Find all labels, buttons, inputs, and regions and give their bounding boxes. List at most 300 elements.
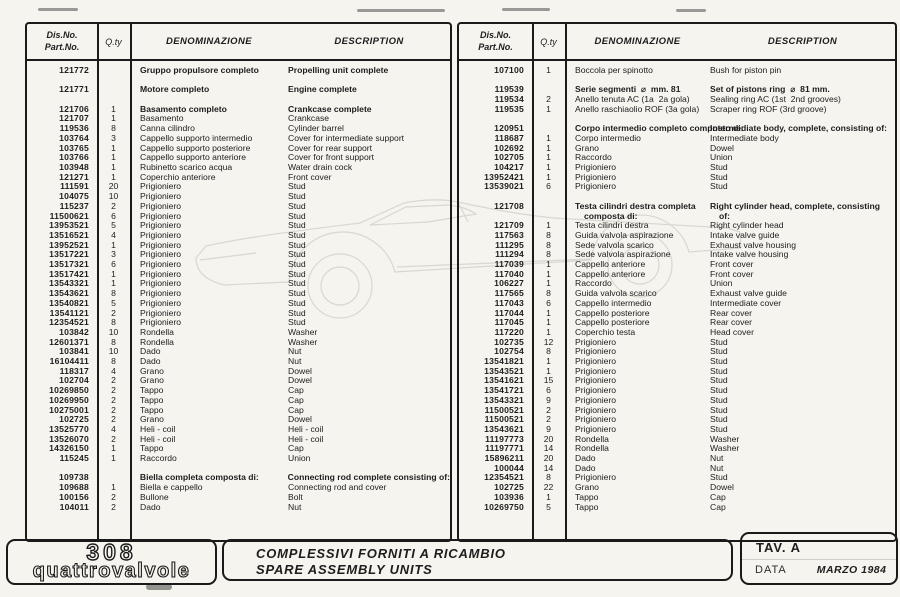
column-divider bbox=[532, 24, 534, 540]
denominazione-cell: Rondella bbox=[140, 326, 174, 337]
part-number: 12601371 bbox=[49, 336, 89, 347]
table-row bbox=[459, 396, 895, 406]
quantity: 8 bbox=[111, 317, 116, 328]
description-cell: Front cover bbox=[710, 268, 754, 279]
denominazione-cell: Prigioniero bbox=[575, 162, 617, 172]
denominazione-cell: Prigioniero bbox=[575, 181, 617, 192]
table-row bbox=[459, 444, 895, 454]
denominazione-cell: Cappello supporto posteriore bbox=[140, 142, 251, 153]
part-number: 111294 bbox=[495, 249, 524, 260]
description-cell: Intermediate cover bbox=[710, 297, 782, 308]
part-number: 10275001 bbox=[49, 404, 89, 415]
description-cell: Nut bbox=[710, 453, 724, 464]
quantity: 8 bbox=[546, 229, 551, 240]
denominazione-cell: Coperchio anteriore bbox=[140, 171, 216, 182]
part-number: 11197773 bbox=[485, 433, 524, 444]
table-row bbox=[459, 415, 895, 425]
table-row bbox=[27, 338, 450, 348]
part-number: 119539 bbox=[494, 84, 524, 95]
part-number: 103841 bbox=[59, 346, 89, 357]
table-row bbox=[459, 347, 895, 357]
part-number: 103842 bbox=[59, 326, 89, 337]
table-row bbox=[27, 493, 450, 503]
table-row bbox=[27, 406, 450, 416]
part-number: 11197771 bbox=[485, 443, 524, 454]
denominazione-cell: Rubinetto scarico acqua bbox=[140, 162, 233, 172]
plate-title-english: SPARE ASSEMBLY UNITS bbox=[256, 562, 433, 577]
part-number: 13541821 bbox=[484, 356, 524, 367]
quantity: 6 bbox=[111, 210, 116, 221]
denominazione-cell: Sede valvola scarico bbox=[575, 239, 654, 250]
tav-label: TAV. A bbox=[756, 540, 802, 555]
part-number: 118687 bbox=[494, 132, 524, 143]
table-row bbox=[459, 202, 895, 221]
description-cell: Stud bbox=[710, 336, 728, 347]
quantity: 14 bbox=[543, 443, 554, 454]
part-number: 13543621 bbox=[49, 288, 89, 299]
quantity: 1 bbox=[546, 171, 551, 182]
table-row bbox=[27, 347, 450, 357]
denominazione-cell: Dado bbox=[140, 356, 161, 367]
description-cell: Cover for front support bbox=[288, 152, 374, 163]
part-number: 13541121 bbox=[49, 307, 89, 318]
part-number: 11500521 bbox=[484, 414, 524, 425]
denominazione-cell: Anello tenuta AC (1a 2a gola) bbox=[575, 94, 690, 105]
description-cell: Right cylinder head bbox=[710, 220, 784, 231]
table-row bbox=[459, 435, 895, 445]
denominazione-cell: Gruppo propulsore completo bbox=[140, 65, 259, 75]
table-row bbox=[459, 425, 895, 435]
description-cell: Exhaust valve guide bbox=[710, 288, 787, 299]
denominazione-cell: Tappo bbox=[575, 491, 599, 502]
quantity: 2 bbox=[111, 491, 116, 502]
part-number: 11500521 bbox=[484, 404, 524, 415]
denominazione-cell: Biella e cappello bbox=[140, 482, 203, 493]
table-row bbox=[27, 444, 450, 454]
quantity: 6 bbox=[546, 385, 551, 396]
quantity: 1 bbox=[111, 453, 116, 464]
part-number: 104075 bbox=[59, 191, 89, 202]
description-cell: Intermediate body bbox=[710, 132, 779, 143]
part-number: 13543621 bbox=[484, 423, 524, 434]
denominazione-cell: Prigioniero bbox=[140, 200, 182, 211]
quantity: 1 bbox=[111, 443, 116, 454]
quantity: 1 bbox=[546, 268, 551, 279]
part-number: 13541621 bbox=[484, 375, 524, 386]
denominazione-cell: Heli - coil bbox=[140, 423, 176, 434]
quantity: 2 bbox=[546, 414, 551, 425]
quantity: 2 bbox=[111, 375, 116, 386]
quantity: 4 bbox=[111, 229, 116, 240]
part-number: 15896211 bbox=[484, 453, 524, 464]
table-row bbox=[459, 454, 895, 464]
description-cell: Heli - coil bbox=[288, 423, 324, 434]
denominazione-cell: Prigioniero bbox=[140, 210, 182, 221]
part-number: 102725 bbox=[59, 414, 89, 425]
quantity: 1 bbox=[111, 103, 116, 114]
table-body bbox=[459, 61, 895, 512]
quantity: 1 bbox=[546, 142, 551, 153]
header-part-no: Dis.No. Part.No. bbox=[44, 29, 80, 52]
quantity: 1 bbox=[546, 162, 551, 172]
quantity: 1 bbox=[546, 152, 551, 163]
part-number: 102704 bbox=[59, 375, 89, 386]
quantity: 1 bbox=[546, 65, 551, 75]
quantity: 1 bbox=[546, 132, 551, 143]
description-cell: Stud bbox=[288, 191, 306, 202]
description-cell: Stud bbox=[710, 414, 728, 425]
quantity: 1 bbox=[546, 365, 551, 376]
description-cell: Stud bbox=[710, 394, 728, 405]
part-number: 13516521 bbox=[49, 229, 89, 240]
denominazione-cell: Prigioniero bbox=[140, 181, 182, 192]
part-number: 102735 bbox=[494, 336, 524, 347]
description-cell: Stud bbox=[288, 200, 306, 211]
quantity: 3 bbox=[111, 249, 116, 260]
denominazione-cell: Prigioniero bbox=[140, 191, 182, 202]
parts-table-left bbox=[25, 22, 452, 542]
quantity: 1 bbox=[111, 482, 116, 493]
table-row bbox=[459, 483, 895, 493]
quantity: 8 bbox=[546, 239, 551, 250]
denominazione-cell: Guida valvola scarico bbox=[575, 288, 657, 299]
part-number: 115237 bbox=[59, 200, 89, 211]
description-cell: Stud bbox=[288, 239, 306, 250]
table-row bbox=[459, 338, 895, 348]
denominazione-cell: Prigioniero bbox=[575, 171, 617, 182]
description-cell: Dowel bbox=[710, 482, 734, 493]
denominazione-cell: Tappo bbox=[140, 385, 164, 396]
quantity: 8 bbox=[546, 472, 551, 483]
denominazione-cell: Grano bbox=[140, 365, 164, 376]
table-row bbox=[27, 299, 450, 309]
plate-title-box bbox=[222, 539, 733, 581]
denominazione-cell: Dado bbox=[575, 453, 596, 464]
table-row bbox=[27, 66, 450, 76]
description-cell: Heli - coil bbox=[288, 433, 324, 444]
description-cell: Cap bbox=[288, 404, 304, 415]
denominazione-cell: Prigioniero bbox=[140, 307, 182, 318]
table-row bbox=[27, 376, 450, 386]
part-number: 13540821 bbox=[49, 297, 89, 308]
table-row bbox=[27, 260, 450, 270]
description-cell: Cap bbox=[710, 501, 726, 512]
description-cell: Stud bbox=[288, 229, 306, 240]
quantity: 1 bbox=[111, 171, 116, 182]
description-cell: Crankcase bbox=[288, 113, 330, 124]
quantity: 1 bbox=[111, 152, 116, 163]
denominazione-cell: Prigioniero bbox=[140, 278, 182, 289]
table-row bbox=[27, 221, 450, 231]
plate-title-italian: COMPLESSIVI FORNITI A RICAMBIO bbox=[256, 546, 506, 561]
denominazione-cell: Guida valvola aspirazione bbox=[575, 229, 674, 240]
part-number: 109688 bbox=[59, 482, 89, 493]
description-cell: Washer bbox=[288, 336, 318, 347]
description-cell: Water drain cock bbox=[288, 162, 353, 172]
description-cell: Stud bbox=[710, 365, 728, 376]
table-row bbox=[27, 318, 450, 328]
description-cell: Cover for rear support bbox=[288, 142, 373, 153]
denominazione-cell: Grano bbox=[140, 414, 164, 425]
quantity: 20 bbox=[543, 433, 554, 444]
part-number: 13525770 bbox=[49, 423, 89, 434]
part-number: 117043 bbox=[494, 297, 524, 308]
part-number: 13952421 bbox=[484, 171, 524, 182]
description-cell: Washer bbox=[710, 433, 740, 444]
description-cell: Stud bbox=[288, 181, 306, 192]
part-number: 12354521 bbox=[484, 472, 524, 483]
denominazione-cell: Raccordo bbox=[140, 453, 177, 464]
table-row bbox=[27, 328, 450, 338]
part-number: 121771 bbox=[59, 84, 89, 95]
description-cell: Stud bbox=[710, 356, 728, 367]
denominazione-cell: Dado bbox=[140, 501, 161, 512]
table-row bbox=[459, 182, 895, 192]
header-description: DESCRIPTION bbox=[767, 36, 838, 47]
quantity: 1 bbox=[111, 239, 116, 250]
quantity: 2 bbox=[111, 404, 116, 415]
denominazione-cell: Prigioniero bbox=[140, 268, 182, 279]
description-cell: Intake valve housing bbox=[710, 249, 789, 260]
quantity: 8 bbox=[546, 288, 551, 299]
parts-table-right bbox=[457, 22, 897, 542]
denominazione-cell: Dado bbox=[575, 462, 596, 473]
table-row bbox=[27, 279, 450, 289]
table-row bbox=[459, 289, 895, 299]
description-cell: Stud bbox=[288, 259, 306, 270]
quantity: 1 bbox=[546, 259, 551, 270]
part-number: 107100 bbox=[494, 65, 524, 75]
table-row bbox=[27, 503, 450, 513]
denominazione-cell: Prigioniero bbox=[575, 365, 617, 376]
quantity: 1 bbox=[111, 142, 116, 153]
description-cell: Head cover bbox=[710, 326, 754, 337]
quantity: 1 bbox=[111, 268, 116, 279]
header-description: DESCRIPTION bbox=[334, 36, 404, 47]
part-number: 100044 bbox=[494, 462, 524, 473]
table-row bbox=[27, 212, 450, 222]
table-row bbox=[459, 299, 895, 309]
part-number: 13953521 bbox=[49, 220, 89, 231]
description-cell: Intake valve guide bbox=[710, 229, 780, 240]
date-value: MARZO 1984 bbox=[816, 564, 887, 576]
table-header bbox=[27, 24, 450, 61]
table-header bbox=[459, 24, 895, 61]
part-number: 120951 bbox=[494, 123, 524, 134]
table-row bbox=[459, 493, 895, 503]
part-number: 119536 bbox=[59, 123, 89, 134]
table-row bbox=[27, 367, 450, 377]
description-cell: Right cylinder head, complete, consisting of: bbox=[710, 200, 880, 221]
table-row bbox=[459, 367, 895, 377]
description-cell: Stud bbox=[710, 375, 728, 386]
quantity: 4 bbox=[111, 423, 116, 434]
quantity: 1 bbox=[546, 491, 551, 502]
table-row bbox=[459, 473, 895, 483]
table-body bbox=[27, 61, 450, 512]
denominazione-cell: Cappello anteriore bbox=[575, 268, 646, 279]
denominazione-cell: Canna cilindro bbox=[140, 123, 195, 134]
table-row bbox=[27, 202, 450, 212]
table-row bbox=[459, 357, 895, 367]
description-cell: Bush for piston pin bbox=[710, 65, 782, 75]
table-row bbox=[27, 241, 450, 251]
description-cell: Dowel bbox=[288, 375, 312, 386]
part-number: 13543521 bbox=[484, 365, 524, 376]
denominazione-cell: Sede valvola aspirazione bbox=[575, 249, 671, 260]
header-qty: Q.ty bbox=[105, 36, 122, 47]
denominazione-cell: Prigioniero bbox=[140, 239, 182, 250]
denominazione-cell: Rondella bbox=[575, 443, 609, 454]
denominazione-cell: Motore completo bbox=[140, 84, 210, 95]
description-cell: Union bbox=[710, 278, 733, 289]
description-cell: Stud bbox=[288, 249, 306, 260]
model-logo-box bbox=[6, 539, 217, 585]
part-number: 13543321 bbox=[49, 278, 89, 289]
description-cell: Rear cover bbox=[710, 307, 753, 318]
description-cell: Union bbox=[710, 152, 733, 163]
denominazione-cell: Prigioniero bbox=[140, 249, 182, 260]
description-cell: Washer bbox=[288, 326, 318, 337]
quantity: 5 bbox=[111, 220, 116, 231]
denominazione-cell: Tappo bbox=[140, 404, 164, 415]
denominazione-cell: Basamento completo bbox=[140, 103, 227, 114]
table-row bbox=[27, 289, 450, 299]
denominazione-cell: Prigioniero bbox=[575, 385, 617, 396]
description-cell: Sealing ring AC (1st 2nd grooves) bbox=[710, 94, 841, 105]
quantity: 8 bbox=[546, 346, 551, 357]
denominazione-cell: Grano bbox=[575, 482, 599, 493]
quantity: 2 bbox=[111, 501, 116, 512]
table-row bbox=[27, 415, 450, 425]
description-cell: Bolt bbox=[288, 491, 303, 502]
denominazione-cell: Prigioniero bbox=[575, 394, 617, 405]
table-row bbox=[459, 105, 895, 115]
denominazione-cell: Prigioniero bbox=[140, 288, 182, 299]
description-cell: Stud bbox=[288, 307, 306, 318]
column-divider bbox=[565, 24, 567, 540]
denominazione-cell: Anello raschiaolio ROF (3a gola) bbox=[575, 103, 700, 114]
description-cell: Washer bbox=[710, 443, 740, 454]
table-row bbox=[459, 173, 895, 183]
description-cell: Stud bbox=[288, 220, 306, 231]
part-number: 115245 bbox=[59, 453, 89, 464]
table-row bbox=[459, 386, 895, 396]
part-number: 111295 bbox=[495, 239, 524, 250]
part-number: 13952521 bbox=[49, 239, 89, 250]
table-row bbox=[459, 279, 895, 289]
table-row bbox=[27, 454, 450, 464]
description-cell: Stud bbox=[288, 297, 306, 308]
part-number: 109738 bbox=[59, 472, 89, 483]
denominazione-cell: Cappello supporto intermedio bbox=[140, 132, 253, 143]
table-row bbox=[27, 182, 450, 192]
part-number: 13543321 bbox=[484, 394, 524, 405]
description-cell: Connecting rod complete consisting of: bbox=[287, 472, 450, 483]
logo-quattrovalvole: quattrovalvole bbox=[32, 560, 191, 582]
denominazione-cell: Prigioniero bbox=[575, 336, 617, 347]
quantity: 12 bbox=[543, 336, 554, 347]
part-number: 119534 bbox=[494, 94, 524, 105]
quantity: 8 bbox=[546, 249, 551, 260]
table-row bbox=[27, 114, 450, 124]
description-cell: Stud bbox=[288, 278, 306, 289]
description-cell: Engine complete bbox=[288, 84, 357, 95]
denominazione-cell: Prigioniero bbox=[575, 414, 617, 425]
description-cell: Cap bbox=[710, 491, 726, 502]
table-row bbox=[459, 309, 895, 319]
part-number: 10269950 bbox=[49, 394, 89, 405]
description-cell: Intermediate body, complete, consisting of: bbox=[710, 123, 887, 134]
column-divider bbox=[97, 24, 99, 540]
part-number: 121271 bbox=[59, 171, 89, 182]
description-cell: Stud bbox=[710, 472, 728, 483]
description-cell: Cap bbox=[288, 443, 304, 454]
quantity: 1 bbox=[546, 278, 551, 289]
part-number: 102692 bbox=[494, 142, 524, 153]
part-number: 13517221 bbox=[49, 249, 89, 260]
quantity: 9 bbox=[546, 423, 551, 434]
description-cell: Nut bbox=[710, 462, 724, 473]
table-row bbox=[459, 153, 895, 163]
description-cell: Dowel bbox=[288, 365, 312, 376]
quantity: 2 bbox=[111, 394, 116, 405]
denominazione-cell: Boccola per spinotto bbox=[575, 65, 653, 75]
description-cell: Stud bbox=[710, 423, 728, 434]
description-cell: Union bbox=[288, 453, 311, 464]
part-number: 102705 bbox=[494, 152, 524, 163]
part-number: 121709 bbox=[494, 220, 524, 231]
quantity: 20 bbox=[543, 453, 554, 464]
denominazione-cell: Bullone bbox=[140, 491, 169, 502]
part-number: 106227 bbox=[494, 278, 524, 289]
description-cell: Rear cover bbox=[710, 317, 753, 328]
table-row bbox=[27, 270, 450, 280]
table-row bbox=[27, 357, 450, 367]
denominazione-cell: Grano bbox=[575, 142, 599, 153]
table-row bbox=[459, 406, 895, 416]
description-cell: Crankcase complete bbox=[288, 103, 372, 114]
quantity: 3 bbox=[111, 132, 116, 143]
quantity: 5 bbox=[546, 501, 551, 512]
description-cell: Stud bbox=[710, 385, 728, 396]
quantity: 1 bbox=[546, 317, 551, 328]
quantity: 10 bbox=[108, 346, 119, 357]
quantity: 1 bbox=[546, 103, 551, 114]
table-row bbox=[459, 464, 895, 474]
header-denominazione: DENOMINAZIONE bbox=[594, 36, 681, 47]
part-number: 103764 bbox=[59, 132, 89, 143]
quantity: 6 bbox=[546, 181, 551, 192]
description-cell: Stud bbox=[710, 162, 728, 172]
denominazione-cell: Testa cilindri destra bbox=[575, 220, 649, 231]
quantity: 2 bbox=[111, 414, 116, 425]
quantity: 2 bbox=[111, 433, 116, 444]
part-number: 102754 bbox=[494, 346, 524, 357]
denominazione-cell: Cappello supporto anteriore bbox=[140, 152, 247, 163]
column-divider bbox=[130, 24, 132, 540]
quantity: 22 bbox=[543, 482, 554, 493]
description-cell: Scraper ring ROF (3rd groove) bbox=[710, 103, 827, 114]
denominazione-cell: Prigioniero bbox=[575, 423, 617, 434]
table-row bbox=[459, 134, 895, 144]
description-cell: Dowel bbox=[288, 414, 312, 425]
description-cell: Stud bbox=[710, 181, 728, 192]
part-number: 121706 bbox=[59, 103, 89, 114]
description-cell: Exhaust valve housing bbox=[710, 239, 796, 250]
part-number: 13517321 bbox=[49, 259, 89, 270]
denominazione-cell: Cappello posteriore bbox=[575, 307, 650, 318]
